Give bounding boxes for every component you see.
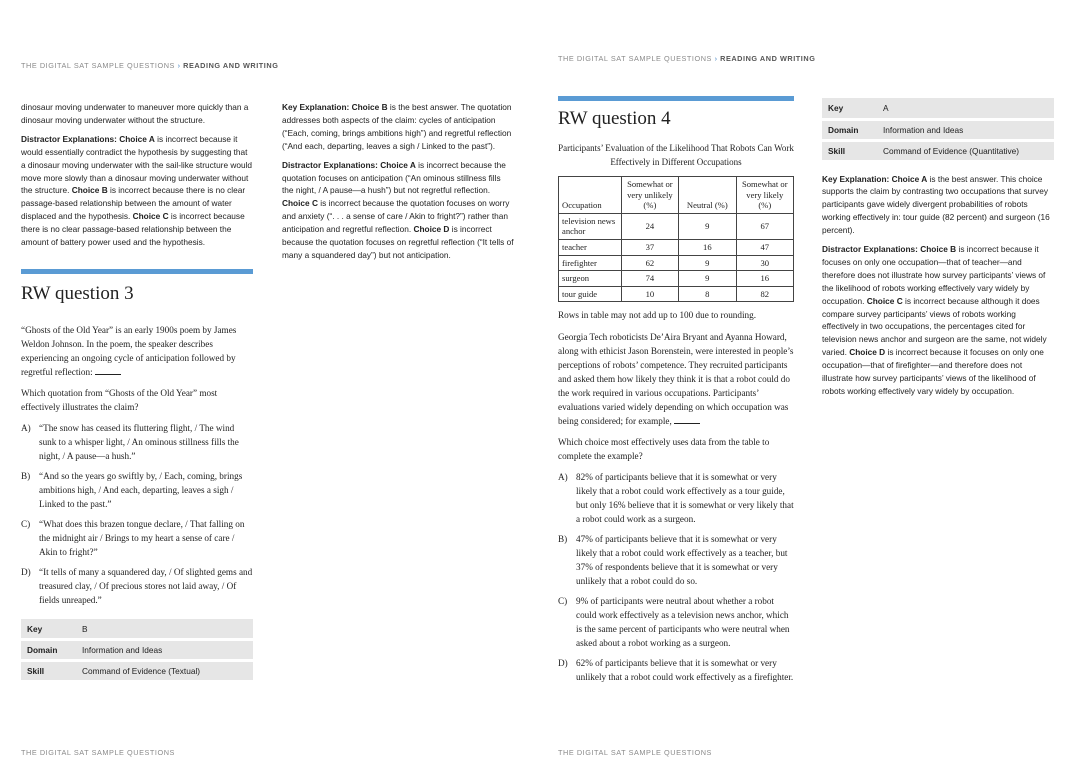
- info-row-domain: [822, 119, 1054, 140]
- table-cell: surgeon: [559, 271, 622, 287]
- answer-option-d[interactable]: [21, 565, 253, 607]
- info-value: Information and Ideas: [877, 119, 1054, 140]
- header-prefix: THE DIGITAL SAT SAMPLE QUESTIONS: [21, 61, 175, 70]
- table-cell: 47: [736, 239, 793, 255]
- footer-right: THE DIGITAL SAT SAMPLE QUESTIONS: [558, 748, 712, 757]
- answer-option-b[interactable]: [558, 532, 794, 588]
- info-row-skill: [21, 661, 253, 682]
- q4-options: [558, 470, 794, 684]
- passage-text: “Ghosts of the Old Year” is an early 1900s poem by James Weldon Johnson. In the poem, the speaker describes experiencing an ongoing cycle of anticipation followed by regretful reflection:: [21, 324, 237, 377]
- table-cell: 9: [679, 255, 736, 271]
- answer-option-c[interactable]: [558, 594, 794, 650]
- table-cell: 10: [621, 286, 678, 302]
- table-cell: 67: [736, 213, 793, 239]
- explanation-text: is the best answer. This choice supports the claim by contrasting two occupations that survey participants gave widely divergent probabilities of robots working effectively in: tour guide (82 percent) and surgeon (16 percent).: [822, 173, 1050, 236]
- choice-label: Choice A: [380, 159, 416, 170]
- explanation-text: is incorrect because it would essentially contradict the hypothesis by suggesting that a dinosaur moving underwater with the sail-like structure would move more slowly than a dinosaur moving underwater without the structure.: [21, 133, 253, 196]
- option-text: “What does this brazen tongue declare, / That falling on the midnight air / Brings to my heart a sense of care / Akin to fright?”: [39, 518, 245, 557]
- table-cell: 24: [621, 213, 678, 239]
- label: Distractor Explanations:: [822, 244, 918, 255]
- q3-question: Which quotation from “Ghosts of the Old Year” most effectively illustrates the claim?: [21, 387, 218, 412]
- info-row-domain: [21, 640, 253, 661]
- header-separator: ›: [177, 61, 181, 70]
- explanation-text: is incorrect because the quotation focuses on regretful reflection (“It tells of many a squandered day”) but not anticipation.: [282, 224, 514, 260]
- choice-label: Choice A: [891, 173, 928, 184]
- footer-left: THE DIGITAL SAT SAMPLE QUESTIONS: [21, 748, 175, 757]
- option-text: “The snow has ceased its fluttering flight, / The wind sunk to a whisper light, / An ominous stillness fills the night, / A pause—a hush.”: [39, 422, 239, 461]
- table-header-row: [559, 177, 794, 214]
- option-text: 47% of participants believe that it is somewhat or very likely that a robot could work effectively as a teacher, but 37% of respondents believe that it is somewhat or very unlikely that a robot could do so.: [576, 534, 788, 587]
- table-caption: Participants’ Evaluation of the Likelihood That Robots Can Work Effectively in Different Occupations: [558, 143, 794, 167]
- question-divider-bar: [21, 269, 253, 274]
- option-letter: C): [21, 518, 31, 529]
- header-prefix: THE DIGITAL SAT SAMPLE QUESTIONS: [558, 54, 712, 63]
- option-letter: A): [21, 422, 31, 433]
- table-cell: tour guide: [559, 286, 622, 302]
- q4-answer-info-table: [822, 98, 1054, 163]
- option-text: 9% of participants were neutral about whether a robot could work effectively as a television news anchor, which is the same percent of participants who were neutral when asked about a robot working as a surgeon.: [576, 596, 790, 649]
- table-row: [559, 255, 794, 271]
- info-key: Skill: [822, 140, 877, 161]
- label: Distractor Explanations:: [282, 159, 378, 170]
- left-column-1: [21, 101, 253, 683]
- running-head-left: [21, 61, 278, 70]
- q4-question: Which choice most effectively uses data from the table to complete the example?: [558, 437, 770, 462]
- option-letter: B): [558, 534, 568, 545]
- option-text: 82% of participants believe that it is somewhat or very likely that a robot could work effectively as a tour guide, but only 16% believe that it is somewhat or very likely that a robot could work as a surgeon.: [576, 472, 794, 525]
- choice-label: Choice D: [849, 347, 886, 358]
- table-cell: 8: [679, 286, 736, 302]
- table-row: [559, 286, 794, 302]
- option-letter: C): [558, 596, 568, 607]
- right-column-2: [822, 98, 1054, 404]
- left-column-2: [282, 101, 514, 268]
- q2-cont-text: dinosaur moving underwater to maneuver more quickly than a dinosaur moving underwater without the structure.: [21, 102, 249, 125]
- answer-option-d[interactable]: [558, 656, 794, 684]
- q3-key-explanation: [282, 101, 514, 153]
- q4-body: [558, 308, 794, 684]
- right-column-1: [558, 96, 794, 690]
- table-row: [559, 213, 794, 239]
- table-cell: 30: [736, 255, 793, 271]
- explanation-text: is incorrect because there is no clear passage-based relationship between the amount of battery power used and the hypothesis.: [21, 211, 245, 248]
- q3-passage: [21, 323, 253, 379]
- answer-option-a[interactable]: [558, 470, 794, 526]
- q4-key-explanation: [822, 173, 1054, 238]
- info-value: A: [877, 98, 1054, 119]
- table-row: [559, 271, 794, 287]
- table-cell: television news anchor: [559, 213, 622, 239]
- option-text: “It tells of many a squandered day, / Of slighted gems and treasured clay, / Of precious stores not laid away, / Of fields unreaped.”: [39, 566, 253, 605]
- q2-continuation: [21, 101, 253, 249]
- info-value: Command of Evidence (Textual): [76, 661, 253, 682]
- q4-explanations: [822, 173, 1054, 398]
- choice-label: Choice C: [282, 198, 318, 209]
- table-cell: teacher: [559, 239, 622, 255]
- table-note: Rows in table may not add up to 100 due to rounding.: [558, 310, 757, 321]
- q3-distractor-explanations: [282, 159, 514, 262]
- label: Key Explanation:: [822, 173, 890, 184]
- info-row-key: [21, 619, 253, 640]
- right-page: [540, 0, 1080, 773]
- table-cell: firefighter: [559, 255, 622, 271]
- header-separator: ›: [714, 54, 718, 63]
- answer-option-a[interactable]: [21, 421, 253, 463]
- column-header: Occupation: [559, 177, 622, 214]
- answer-option-c[interactable]: [21, 517, 253, 559]
- q4-passage: [558, 330, 794, 428]
- explanation-text: is incorrect because the quotation focuses on anticipation (“An ominous stillness fills the night, / A pause—a hush”) but not regretful reflection.: [282, 159, 506, 196]
- choice-label: Choice D: [413, 224, 450, 235]
- info-key: Key: [21, 619, 76, 640]
- option-letter: D): [558, 658, 568, 669]
- q3-answer-info-table: [21, 619, 253, 684]
- table-cell: 82: [736, 286, 793, 302]
- table-cell: 74: [621, 271, 678, 287]
- option-text: 62% of participants believe that it is somewhat or very unlikely that a robot could work effectively as a firefighter.: [576, 658, 794, 683]
- label: Distractor Explanations:: [21, 133, 117, 144]
- table-cell: 37: [621, 239, 678, 255]
- header-section: READING AND WRITING: [720, 54, 816, 63]
- column-header: Somewhat or very likely (%): [736, 177, 793, 214]
- running-head-right: [558, 54, 815, 63]
- table-cell: 62: [621, 255, 678, 271]
- option-letter: A): [558, 472, 568, 483]
- choice-label: Choice C: [866, 295, 903, 306]
- q4-title: RW question 4: [558, 108, 671, 129]
- q3-body: [21, 323, 253, 607]
- choice-label: Choice C: [132, 211, 169, 222]
- q2-distractor-explanations: [21, 133, 253, 249]
- blank-line: [674, 415, 700, 424]
- explanation-text: is the best answer. The quotation addresses both aspects of the claim: cycles of anticipation (“Each, coming, brings ambitions high”) and regretful reflection (“And each, departing, leaves a sigh / Linked to the past”).: [282, 102, 512, 151]
- table-cell: 16: [679, 239, 736, 255]
- info-value: B: [76, 619, 253, 640]
- table-cell: 9: [679, 271, 736, 287]
- explanation-text: is incorrect because it focuses on only one occupation—that of teacher—and therefore does not illustrate how survey participants’ views of the likelihood of robots working effectively vary widely by occupation.: [822, 244, 1046, 306]
- robot-occupation-table: [558, 176, 794, 302]
- info-row-skill: [822, 140, 1054, 161]
- option-letter: B): [21, 470, 31, 481]
- label: Key Explanation:: [282, 102, 350, 112]
- passage-text: Georgia Tech roboticists De’Aira Bryant and Ayanna Howard, along with ethicist Jason Borenstein, were interested in people’s perceptions of robots’ competence. They recruited participants and asked them how likely they think it is that a robot could do the work required in various occupations. Participants’ evaluations varied widely depending on which occupation was being considered; for example,: [558, 332, 794, 427]
- choice-label: Choice B: [920, 244, 957, 255]
- answer-option-b[interactable]: [21, 469, 253, 511]
- header-section: READING AND WRITING: [183, 61, 279, 70]
- column-header: Neutral (%): [679, 177, 736, 214]
- explanation-text: is incorrect because it focuses on only one occupation—that of firefighter—and therefore does not illustrate how survey participants’ views of the likelihood of robots working effectively vary widely by occupation.: [822, 347, 1044, 396]
- table-cell: 16: [736, 271, 793, 287]
- info-value: Command of Evidence (Quantitative): [877, 140, 1054, 161]
- q3-title: RW question 3: [21, 282, 134, 304]
- explanation-text: is incorrect because there is no clear passage-based relationship between the amount of water displaced and the hypothesis.: [21, 185, 246, 222]
- column-header: Somewhat or very unlikely (%): [621, 177, 678, 214]
- info-key: Key: [822, 98, 877, 119]
- info-key: Domain: [21, 640, 76, 661]
- table-cell: 9: [679, 213, 736, 239]
- q4-distractor-explanations: [822, 243, 1054, 398]
- choice-label: Choice B: [71, 185, 108, 196]
- question-divider-bar: [558, 96, 794, 101]
- info-row-key: [822, 98, 1054, 119]
- choice-label: Choice B: [351, 102, 388, 112]
- table-row: [559, 239, 794, 255]
- explanation-text: is incorrect because the quotation focuses on worry and anxiety (“. . . a sense of care / Akin to fright?”) rather than anticipation and regretful reflection.: [282, 198, 510, 235]
- info-key: Domain: [822, 119, 877, 140]
- choice-label: Choice A: [119, 133, 155, 144]
- info-value: Information and Ideas: [76, 640, 253, 661]
- q3-options: [21, 421, 253, 607]
- blank-line: [95, 366, 121, 375]
- explanation-text: is incorrect because although it does compare survey participants’ views of robots working effectively in two occupations, the percentages cited for television news anchor and surgeon are the same, not widely varied.: [822, 295, 1047, 358]
- info-key: Skill: [21, 661, 76, 682]
- option-letter: D): [21, 566, 31, 577]
- option-text: “And so the years go swiftly by, / Each, coming, brings ambitions high, / And each, departing, leaves a sigh / Linked to the past.”: [39, 470, 243, 509]
